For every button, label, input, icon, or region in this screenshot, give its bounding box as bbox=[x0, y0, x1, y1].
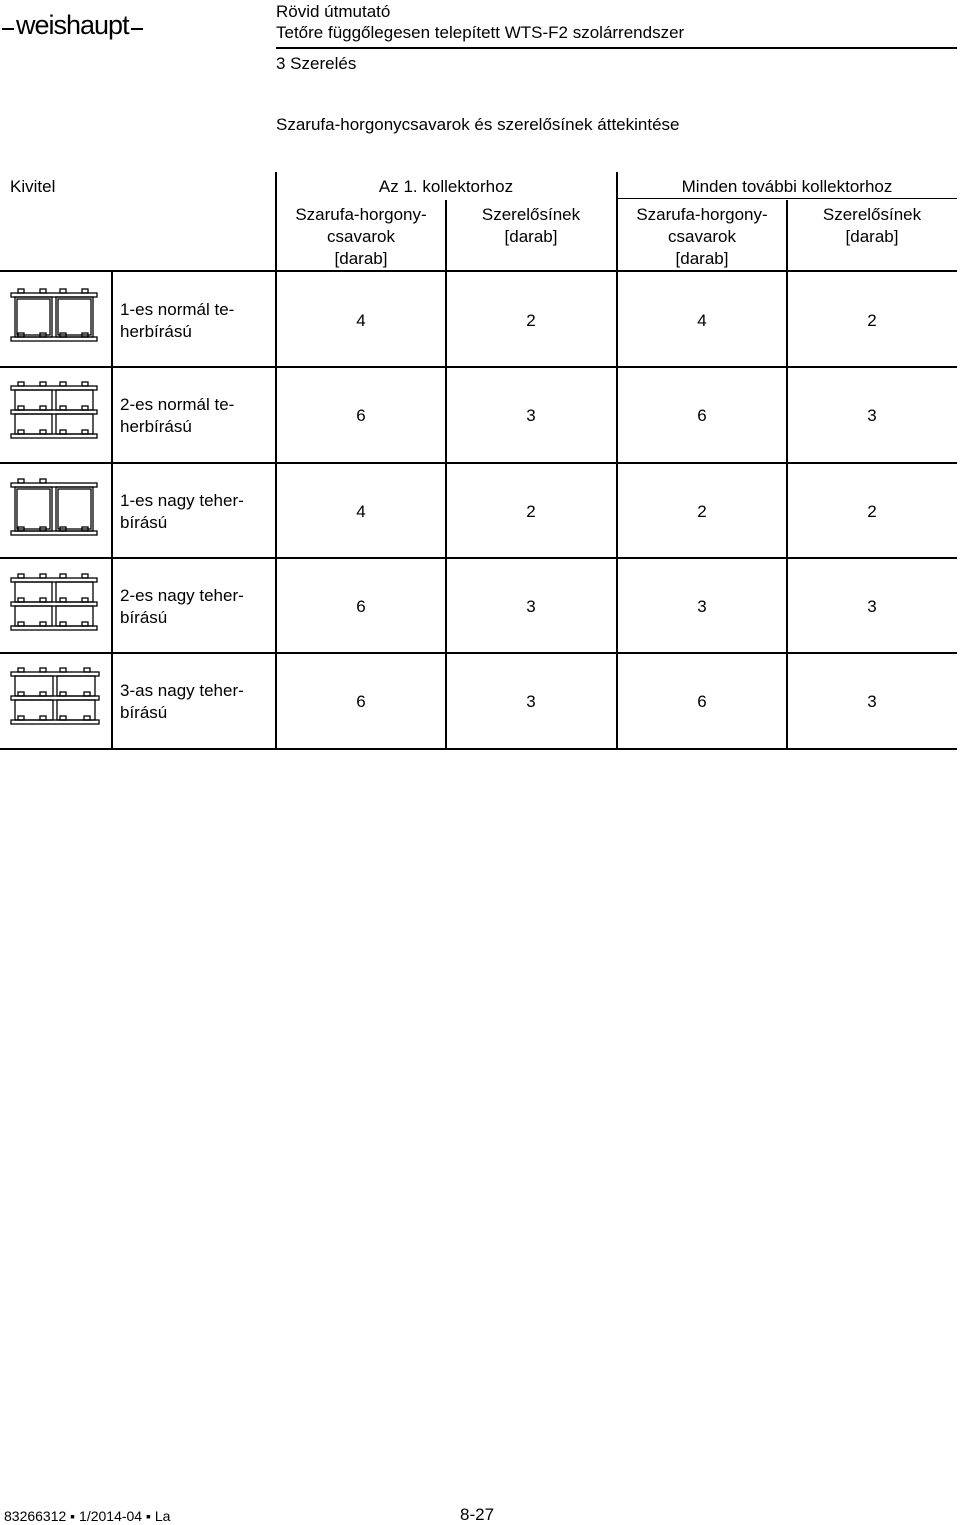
doc-title: Tetőre függőlegesen telepített WTS-F2 szolárrendszer bbox=[276, 23, 685, 42]
doc-type: Rövid útmutató bbox=[276, 2, 391, 21]
group2-header: Minden további kollektorhoz bbox=[681, 177, 893, 196]
cell-r4-c2: 3 bbox=[526, 597, 536, 616]
overview-table bbox=[0, 172, 960, 752]
sub-anchor-header-2: Szarufa-horgony- csavarok [darab] bbox=[636, 205, 768, 268]
cell-r2-c1: 6 bbox=[356, 406, 366, 425]
collector-1-normal-icon bbox=[10, 287, 98, 347]
group2-rule bbox=[617, 198, 957, 199]
cell-r3-c2: 2 bbox=[526, 502, 536, 521]
doc-number: 83266312 ▪ 1/2014-04 ▪ La bbox=[4, 1508, 171, 1524]
cell-r4-c3: 3 bbox=[697, 597, 707, 616]
row-rule bbox=[0, 366, 957, 368]
col-divider bbox=[275, 172, 277, 750]
collector-1-heavy-icon bbox=[10, 477, 98, 541]
cell-r5-c4: 3 bbox=[867, 692, 877, 711]
cell-r2-c2: 3 bbox=[526, 406, 536, 425]
sub-anchor-header-1: Szarufa-horgony- csavarok [darab] bbox=[295, 205, 427, 268]
row-rule bbox=[0, 270, 957, 272]
col-divider bbox=[445, 200, 447, 750]
cell-r5-c2: 3 bbox=[526, 692, 536, 711]
cell-r5-c3: 6 bbox=[697, 692, 707, 711]
cell-r1-c3: 4 bbox=[697, 311, 707, 330]
cell-r2-c4: 3 bbox=[867, 406, 877, 425]
row-label-1: 1-es normál te- herbírású bbox=[120, 300, 235, 341]
row-rule bbox=[0, 748, 957, 750]
collector-3-heavy-icon bbox=[10, 666, 100, 730]
col-kivitel-header: Kivitel bbox=[10, 177, 56, 196]
row-label-4: 2-es nagy teher- bírású bbox=[120, 586, 244, 627]
cell-r1-c2: 2 bbox=[526, 311, 536, 330]
collector-2-heavy-icon bbox=[10, 572, 98, 636]
row-label-3: 1-es nagy teher- bírású bbox=[120, 491, 244, 532]
col-divider bbox=[786, 200, 788, 750]
cell-r3-c3: 2 bbox=[697, 502, 707, 521]
cell-r4-c4: 3 bbox=[867, 597, 877, 616]
page-number: 8-27 bbox=[460, 1505, 495, 1524]
col-divider bbox=[111, 270, 113, 750]
row-rule bbox=[0, 462, 957, 464]
cell-r3-c4: 2 bbox=[867, 502, 877, 521]
cell-r4-c1: 6 bbox=[356, 597, 366, 616]
collector-2-normal-icon bbox=[10, 380, 98, 444]
cell-r1-c4: 2 bbox=[867, 311, 877, 330]
col-divider bbox=[616, 172, 618, 750]
weishaupt-logo: weishaupt bbox=[0, 10, 145, 41]
row-rule bbox=[0, 652, 957, 654]
cell-r5-c1: 6 bbox=[356, 692, 366, 711]
row-label-5: 3-as nagy teher- bírású bbox=[120, 681, 244, 722]
cell-r2-c3: 6 bbox=[697, 406, 707, 425]
row-label-2: 2-es normál te- herbírású bbox=[120, 395, 235, 436]
sub-rail-header-2: Szerelősínek [darab] bbox=[822, 205, 922, 246]
page-subtitle: Szarufa-horgonycsavarok és szerelősínek áttekintése bbox=[276, 115, 680, 134]
cell-r3-c1: 4 bbox=[356, 502, 366, 521]
header-rule bbox=[276, 47, 957, 49]
sub-rail-header-1: Szerelősínek [darab] bbox=[481, 205, 581, 246]
cell-r1-c1: 4 bbox=[356, 311, 366, 330]
section-title: 3 Szerelés bbox=[276, 54, 357, 73]
group1-header: Az 1. kollektorhoz bbox=[378, 177, 514, 196]
row-rule bbox=[0, 557, 957, 559]
